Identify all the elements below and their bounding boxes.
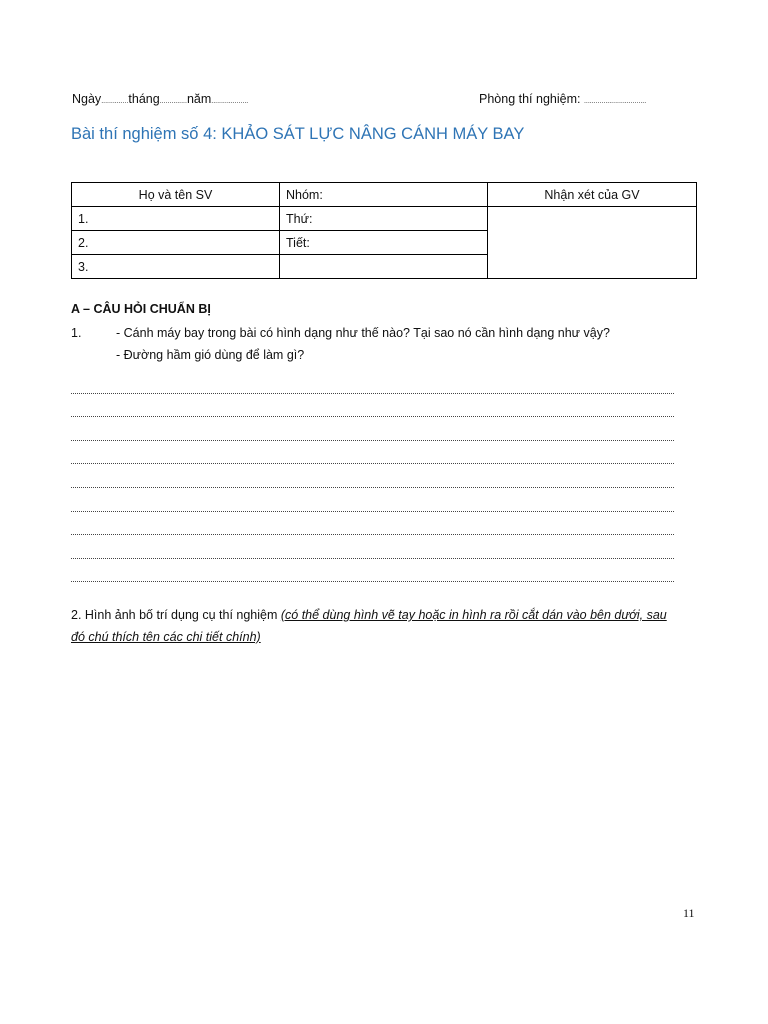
question-2-text: 2. Hình ảnh bố trí dụng cụ thí nghiệm xyxy=(71,608,281,622)
answer-line[interactable] xyxy=(71,559,674,583)
date-line xyxy=(72,92,248,106)
lab-label: Phòng thí nghiệm: xyxy=(479,92,581,106)
answer-line[interactable] xyxy=(71,488,674,512)
field-cell[interactable] xyxy=(280,255,488,279)
header-student-name: Họ và tên SV xyxy=(72,183,280,207)
question-1-part-a: - Cánh máy bay trong bài có hình dạng như thế nào? Tại sao nó cần hình dạng như vậy? xyxy=(116,326,610,340)
answer-line[interactable] xyxy=(71,464,674,488)
year-blank[interactable]: ................... xyxy=(211,98,249,105)
header-row xyxy=(72,92,692,110)
question-1-part-b: - Đường hầm gió dùng để làm gì? xyxy=(116,348,305,362)
answer-line[interactable] xyxy=(71,370,674,394)
info-table xyxy=(71,182,697,279)
field-cell[interactable]: Tiết: xyxy=(280,231,488,255)
day-blank[interactable]: .............. xyxy=(101,98,129,105)
student-cell[interactable]: 3. xyxy=(72,255,280,279)
day-label: Ngày xyxy=(72,92,102,106)
month-blank[interactable]: .............. xyxy=(159,98,187,105)
answer-line[interactable] xyxy=(71,535,674,559)
year-label: năm xyxy=(186,92,212,106)
teacher-comment-cell[interactable] xyxy=(488,207,697,279)
answer-area[interactable] xyxy=(71,370,674,582)
header-teacher-comment: Nhận xét của GV xyxy=(488,183,697,207)
table-row xyxy=(72,207,697,231)
lab-line xyxy=(479,92,646,106)
page-number: 11 xyxy=(683,906,695,920)
month-label: tháng xyxy=(128,92,160,106)
answer-line[interactable] xyxy=(71,441,674,465)
student-cell[interactable]: 2. xyxy=(72,231,280,255)
page-title: Bài thí nghiệm số 4: KHẢO SÁT LỰC NÂNG CÁNH MÁY BAY xyxy=(71,125,525,143)
answer-line[interactable] xyxy=(71,394,674,418)
table-header-row xyxy=(72,183,697,207)
section-a-heading: A – CÂU HỎI CHUẨN BỊ xyxy=(71,302,211,316)
question-2-note: (có thể dùng hình vẽ tay hoặc in hình ra rồi cắt dán vào bên dưới, sau đó chú thích tên các chi tiết chính) xyxy=(71,608,667,644)
student-cell[interactable]: 1. xyxy=(72,207,280,231)
header-group: Nhóm: xyxy=(280,183,488,207)
lab-blank[interactable]: ................................ xyxy=(583,98,647,105)
answer-line[interactable] xyxy=(71,512,674,536)
question-2 xyxy=(71,604,671,648)
answer-line[interactable] xyxy=(71,417,674,441)
field-cell[interactable]: Thứ: xyxy=(280,207,488,231)
question-1-number: 1. xyxy=(71,326,82,340)
